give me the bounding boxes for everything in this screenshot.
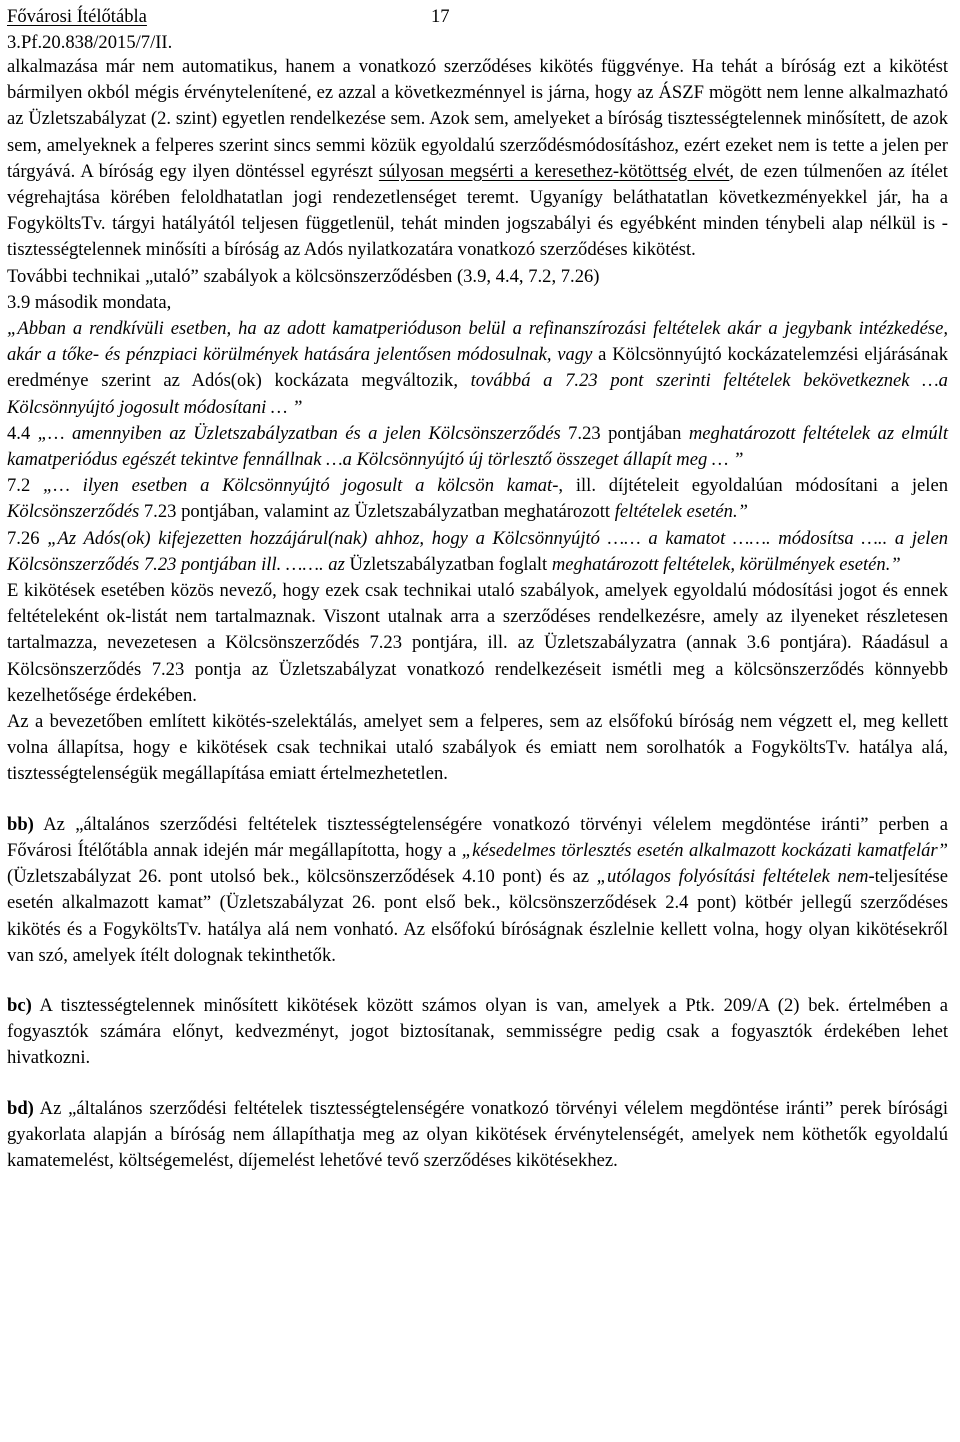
paragraph-clause-3-9 bbox=[7, 316, 948, 421]
clause-4-4-number: 4.4 bbox=[7, 422, 38, 444]
clause-7-26-plain: Üzletszabályzatban foglalt bbox=[344, 553, 552, 575]
clause-7-2-number: 7.2 bbox=[7, 475, 44, 497]
clause-7-2-italic-b: Kölcsönszerződés bbox=[7, 501, 140, 523]
court-name: Fővárosi Ítélőtábla bbox=[7, 6, 147, 27]
clause-3-9-italic-a: „Abban a rendkívüli esetben, ha az adott kamatperióduson belül a refinanszírozási feltételek akár a jegybank intézkedése, akár a tőke- és pénzpiaci körülmények hatására jelentősen módosulnak, vagy bbox=[7, 318, 948, 366]
technical-rules-text: További technikai „utaló” szabályok a kölcsönszerződésben (3.9, 4.4, 7.2, 7.26) bbox=[7, 265, 600, 287]
intro-text-b: , de ezen túlmenően az ítélet végrehajtása körében feloldhatatlan jogi rendezetlenséget teremt. Ugyanígy beláthatatlan következményekkel jár, ha a FogyköltsTv. tárgyi hatályától teljesen függetlenül, tehát minden jogszabályi és egyébként minden ténybeli alap nélkül is - tisztességtelennek minősíti a bíróság az Adós nyilatkozatára vonatkozó szerződéses kikötést. bbox=[7, 160, 948, 261]
case-number: 3.Pf.20.838/2015/7/II. bbox=[7, 32, 173, 53]
page-header bbox=[7, 2, 948, 54]
paragraph-clause-3-9-label bbox=[7, 290, 948, 316]
clause-7-2-italic-c: feltételek esetén.” bbox=[614, 501, 748, 523]
clause-7-2-plain-a: , ill. díjtételeit egyoldalúan módosítani a jelen bbox=[558, 475, 948, 497]
paragraph-bb bbox=[7, 812, 948, 969]
clause-3-9-plain: a Kölcsönnyújtó kockázatelemzési eljárásának eredménye szerint az Adós(ok) kockázata megváltozik, bbox=[7, 344, 948, 392]
paragraph-clause-4-4 bbox=[7, 421, 948, 473]
paragraph-clause-selection bbox=[7, 709, 948, 788]
paragraph-technical-rules-heading bbox=[7, 264, 948, 290]
clause-3-9-italic-b: továbbá a 7.23 pont szerinti feltételek bekövetkeznek …a Kölcsönnyújtó jogosult módosítani … ” bbox=[7, 370, 948, 418]
clause-4-4-italic-b: meghatározott feltételek az elmúlt kamatperiódus egészét tekintve fennállnak …a Kölcsönnyújtó új törlesztő összeget állapít meg … ” bbox=[7, 422, 948, 471]
bd-label: bd) bbox=[7, 1097, 34, 1119]
clause-7-26-italic-a: „Az Adós(ok) kifejezetten hozzájárul(nak) ahhoz, hogy a Kölcsönnyújtó …… a kamatot ……. módosítsa ….. a jelen Kölcsönszerződés 7.23 pontjában ill. ……. az bbox=[7, 527, 949, 575]
bb-italic-a: „késedelmes törlesztés esetén alkalmazott kockázati kamatfelár” bbox=[461, 839, 948, 861]
paragraph-clause-7-26 bbox=[7, 526, 948, 578]
paragraph-bc bbox=[7, 993, 948, 1072]
clause-4-4-italic-a: „… amennyiben az Üzletszabályzatban és a jelen Kölcsönszerződés bbox=[37, 422, 561, 444]
clause-7-26-number: 7.26 bbox=[7, 527, 48, 549]
clause-4-4-plain: 7.23 pontjában bbox=[560, 422, 689, 444]
bb-text-b: (Üzletszabályzat 26. pont utolsó bek., kölcsönszerződések 4.10 pont) és az bbox=[7, 866, 597, 888]
underlined-phrase: súlyosan megsérti a keresethez-kötöttség elvét bbox=[378, 160, 730, 182]
clause-7-2-italic-a: „… ilyen esetben a Kölcsönnyújtó jogosult a kölcsön kamat- bbox=[43, 475, 559, 497]
spacer bbox=[7, 969, 948, 993]
bc-label: bc) bbox=[7, 994, 32, 1016]
clause-7-26-italic-b: meghatározott feltételek, körülmények esetén.” bbox=[551, 553, 901, 575]
paragraph-clause-7-2 bbox=[7, 473, 948, 525]
paragraph-bd bbox=[7, 1096, 948, 1175]
clause-7-2-plain-b: 7.23 pontjában, valamint az Üzletszabályzatban meghatározott bbox=[139, 501, 615, 523]
bb-text-c: -teljesítése esetén alkalmazott kamat” (Üzletszabályzat 26. pont első bek., kölcsönszerződések 2.4 pont) kötbér jellegű szerződéses kikötés és a FogyköltsTv. hatálya alá nem vonható. Az elsőfokú bíróságnak észlelnie kellett volna, hogy olyan kikötésekről van szó, amelyek ítélt dolognak tekinthetők. bbox=[7, 866, 948, 966]
bc-text: A tisztességtelennek minősített kikötések között számos olyan is van, amelyek a Ptk. 209/A (2) bek. értelmében a fogyasztók számára előnyt, kedvezményt, jogot biztosítanak, semmisségre pedig csak a fogyasztók érdekében lehet hivatkozni. bbox=[7, 994, 948, 1069]
clause-3-9-label: 3.9 második mondata, bbox=[7, 291, 172, 313]
bb-italic-b: „utólagos folyósítási feltételek nem bbox=[596, 866, 869, 888]
spacer bbox=[7, 1072, 948, 1096]
bb-label: bb) bbox=[7, 813, 34, 835]
spacer bbox=[7, 788, 948, 812]
common-denominator-text: E kikötések esetében közös nevező, hogy ezek csak technikai utaló szabályok, amelyek egyoldalú módosítási jogot és ennek feltételeként ok-listát nem tartalmaznak. Viszont utalnak arra a szerződéses rendelkezésre, amely az ilyeneket részletesen tartalmazza, nevezetesen a Kölcsönszerződés 7.23 pontjára, ill. az Üzletszabályzatra (annak 3.6 pontjára). Ráadásul a Kölcsönszerződés 7.23 pontja az Üzletszabályzat vonatkozó rendelkezéseit ismétli meg a kölcsönszerződés könnyebb kezelhetősége érdekében. bbox=[7, 580, 948, 706]
bd-text: Az „általános szerződési feltételek tisztességtelenségére vonatkozó törvényi vélelem megdöntése iránti” perek bírósági gyakorlata alapján a bíróság nem állapíthatja meg az olyan kikötések érvénytelenségét, amelyek nem köthetők egyoldalú kamatemelést, költségemelést, díjemelést lehetővé tevő szerződéses kikötésekhez. bbox=[7, 1097, 948, 1171]
paragraph-intro bbox=[7, 54, 948, 264]
page-number: 17 bbox=[431, 6, 450, 27]
intro-text-a: alkalmazása már nem automatikus, hanem a vonatkozó szerződéses kikötés függvénye. Ha tehát a bíróság ezt a kikötést bármilyen okból mégis érvénytelenítené, ez azzal a következménnyel is járna, hogy az ÁSZF mögött nem lenne alkalmazható az Üzletszabályzat (2. szint) egyetlen rendelkezése sem. Azok sem, amelyeket a bíróság tisztességtelennek minősített, de azok sem, amelyeknek a felperes szerint sincs semmi közük egyoldalú szerződésmódosításhoz, ezért ezeket nem is tette a jelen per tárgyává. A bíróság egy ilyen döntéssel egyrészt bbox=[7, 56, 948, 182]
clause-selection-text: Az a bevezetőben említett kikötés-szelektálás, amelyet sem a felperes, sem az elsőfokú bíróság nem végzett el, meg kellett volna állapítsa, hogy e kikötések csak technikai utaló szabályok és emiatt nem sorolhatók a FogyköltsTv. hatálya alá, tisztességtelenségük megállapítása emiatt értelmezhetetlen. bbox=[7, 711, 948, 785]
paragraph-common-denominator bbox=[7, 578, 948, 709]
bb-text-a: Az „általános szerződési feltételek tisztességtelenségére vonatkozó törvényi vélelem megdöntése iránti” perben a Fővárosi Ítélőtábla annak idején már megállapította, hogy a bbox=[7, 813, 948, 861]
